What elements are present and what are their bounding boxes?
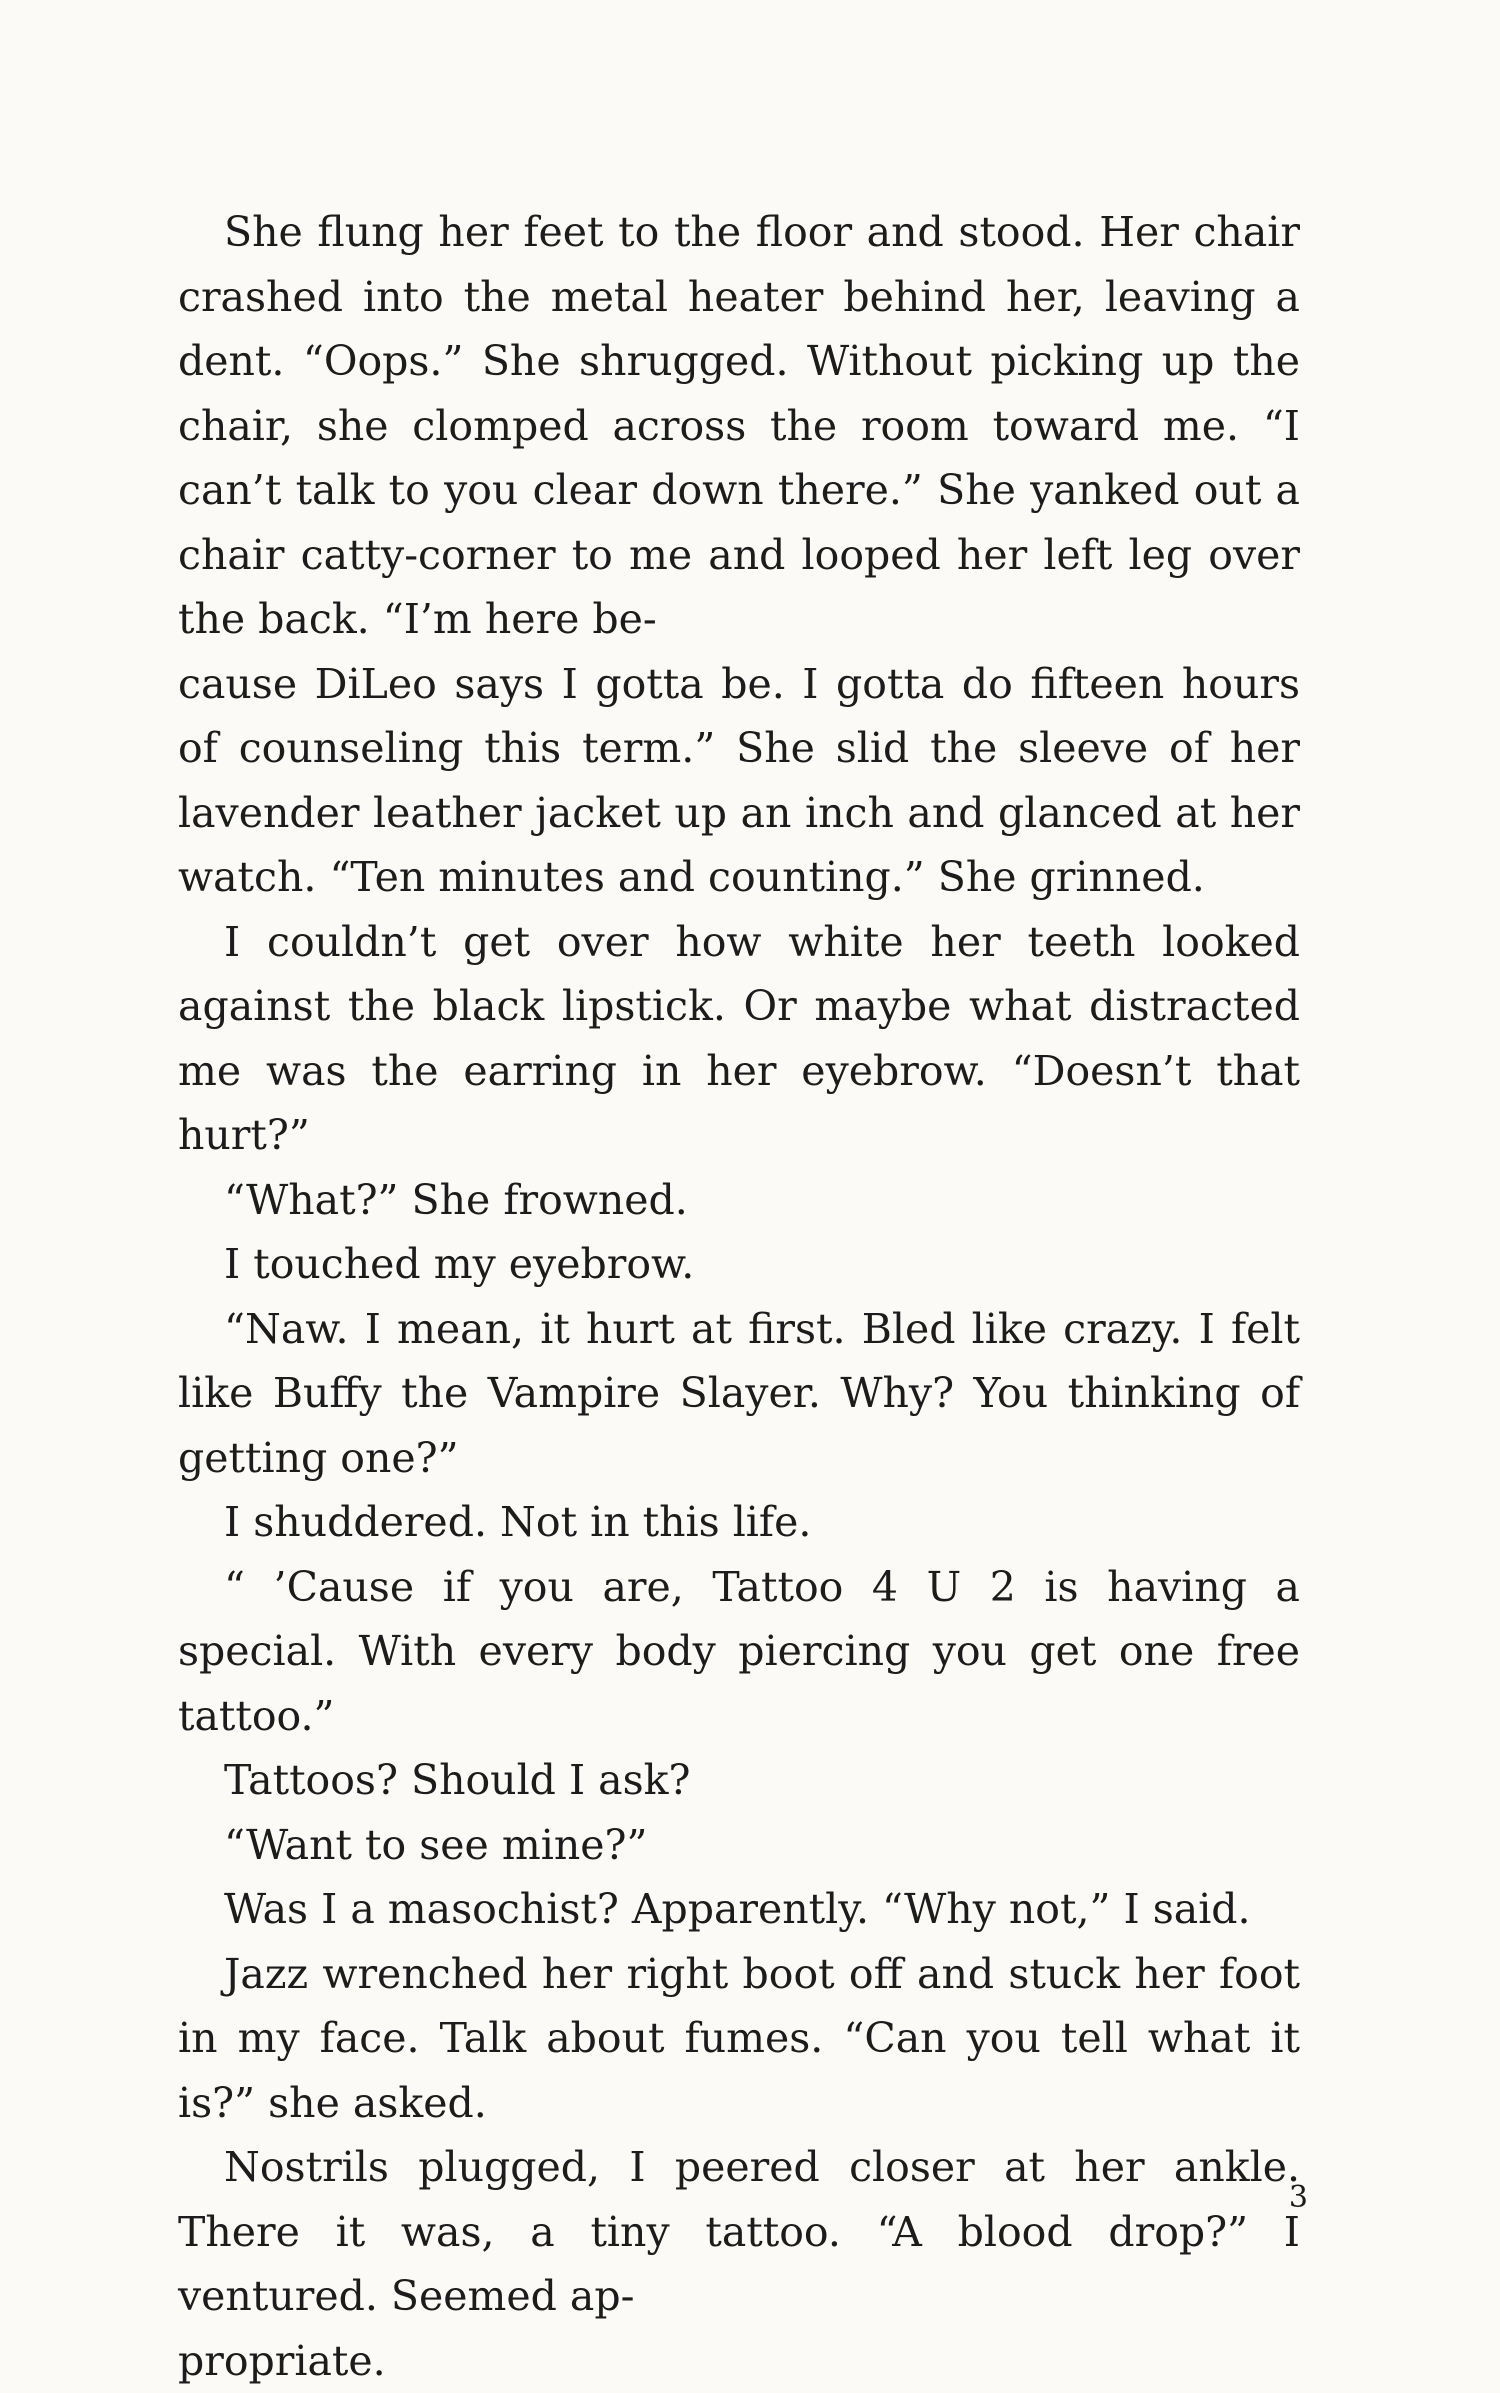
paragraph: She flung her feet to the floor and stood. Her chair crashed into the metal heater behind her, leaving a dent. “Oops.” She shrugged. Without picking up the chair, she clomped across the room toward me. “I can’t talk to you clear down there.” She yanked out a chair catty-corner to me and looped her left leg over the back. “I’m here be- cause DiLeo says I gotta be. I gotta do fifteen hours of counseling this term.” She slid the sleeve of her lavender leather jacket up an inch and glanced at her watch. “Ten minutes and counting.” She grinned. xyxy=(178,208,1300,901)
paragraph: Jazz wrenched her right boot off and stuck her foot in my face. Talk about fumes. “Can you tell what it is?” she asked. xyxy=(178,1949,1300,2127)
page-number: 3 xyxy=(1288,2180,1308,2215)
paragraph: “What?” She frowned. xyxy=(224,1175,688,1224)
paragraph: I touched my eyebrow. xyxy=(224,1240,695,1288)
paragraph: Nostrils plugged, I peered closer at her ankle. There it was, a tiny tattoo. “A blood drop?” I ventured. Seemed ap- propriate. xyxy=(178,2143,1300,2385)
paragraph: “Want to see mine?” xyxy=(224,1820,648,1869)
body-text xyxy=(178,200,1300,2393)
paragraph: Was I a masochist? Apparently. “Why not,” I said. xyxy=(224,1885,1251,1933)
paragraph: Tattoos? Should I ask? xyxy=(224,1756,691,1804)
paragraph: I shuddered. Not in this life. xyxy=(224,1498,812,1546)
paragraph: “ ’Cause if you are, Tattoo 4 U 2 is having a special. With every body piercing you get one free tattoo.” xyxy=(178,1562,1300,1740)
paragraph: “Naw. I mean, it hurt at first. Bled like crazy. I felt like Buffy the Vampire Slayer. Why? You thinking of getting one?” xyxy=(178,1304,1300,1482)
paragraph: I couldn’t get over how white her teeth looked against the black lipstick. Or maybe what distracted me was the earring in her eyebrow. “Doesn’t that hurt?” xyxy=(178,917,1300,1159)
